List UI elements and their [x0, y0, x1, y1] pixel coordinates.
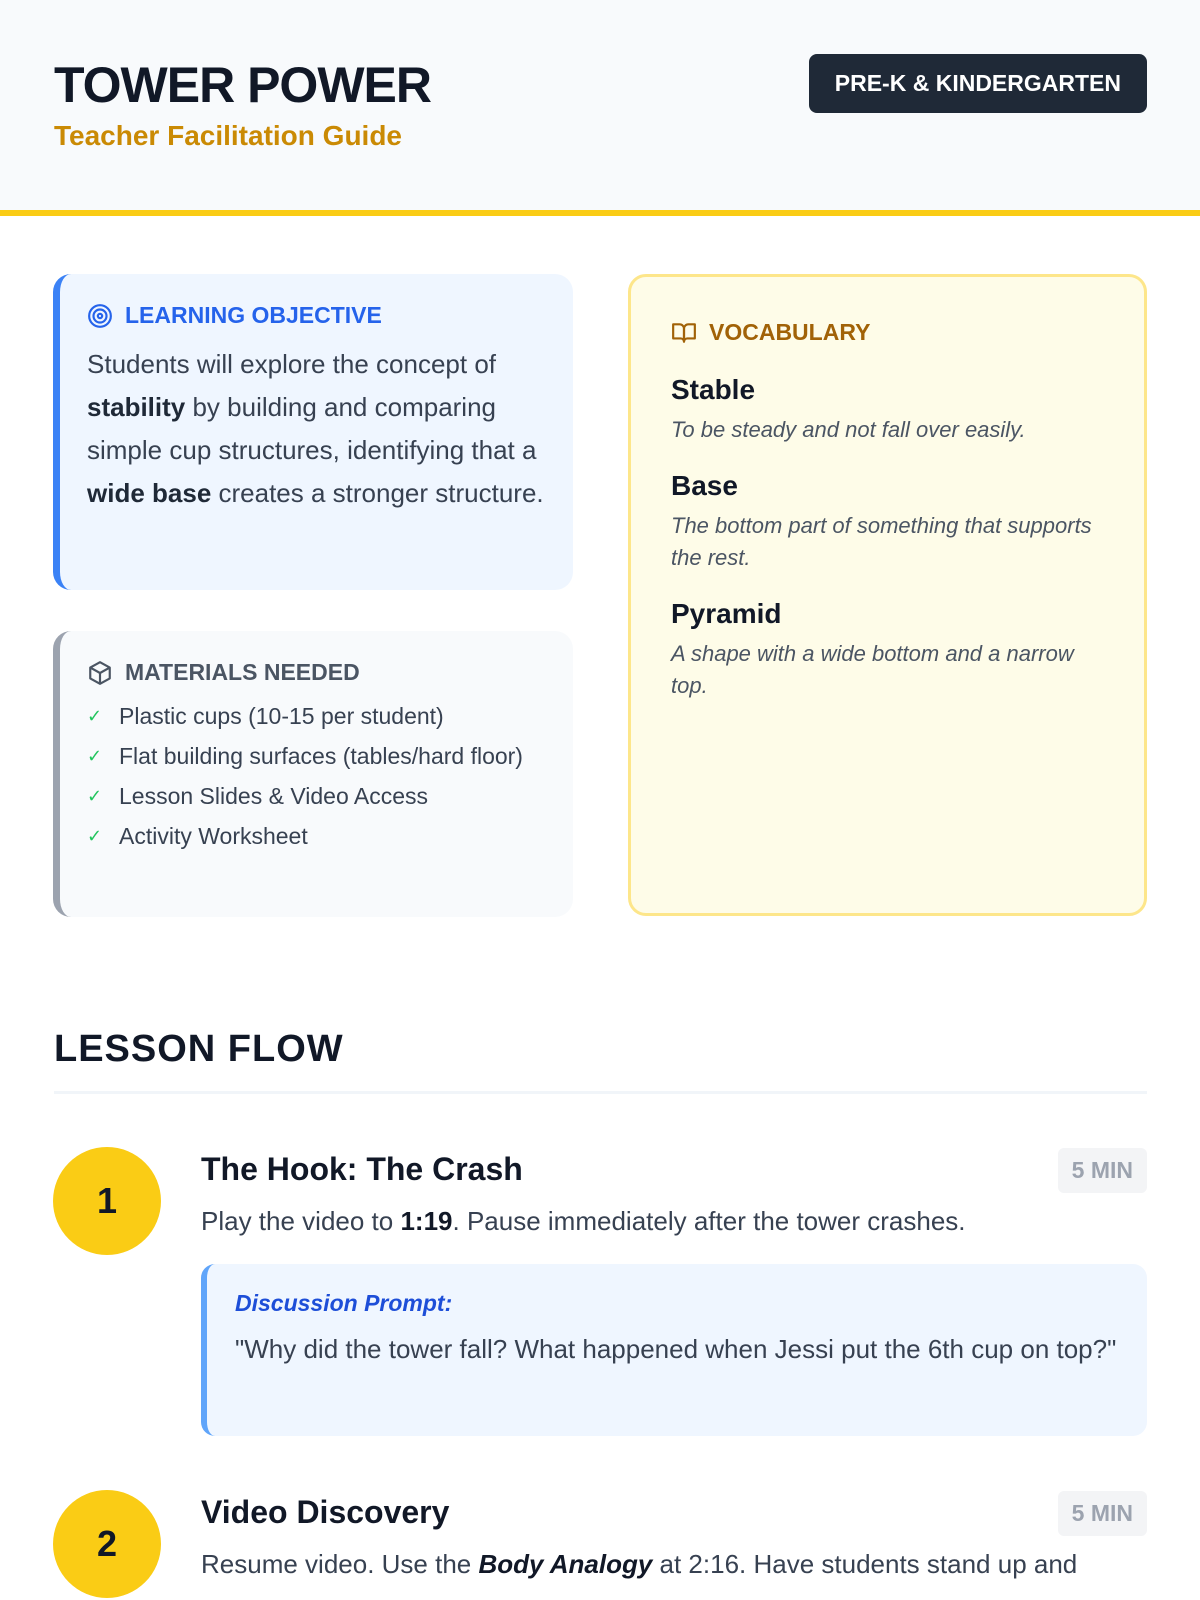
list-item: ✓ Activity Worksheet: [87, 820, 547, 852]
materials-card: [53, 631, 573, 917]
page-title: TOWER POWER: [54, 57, 431, 113]
vocabulary-card: [628, 274, 1147, 916]
list-item: ✓ Lesson Slides & Video Access: [87, 780, 547, 812]
vocab-term: Stable: [671, 374, 756, 405]
step-description: Play the video to 1:19. Pause immediately after the tower crashes.: [201, 1206, 966, 1236]
book-icon: [671, 320, 697, 346]
vocabulary-label: VOCABULARY: [709, 319, 871, 345]
page-subtitle: Teacher Facilitation Guide: [54, 120, 403, 151]
materials-heading: [87, 659, 547, 686]
divider: [54, 1091, 1147, 1094]
learning-objective-label: LEARNING OBJECTIVE: [125, 302, 382, 328]
box-icon: [87, 660, 113, 686]
vocab-term: Base: [671, 470, 738, 501]
step-number-badge: 2: [53, 1490, 161, 1598]
vocab-definition: To be steady and not fall over easily.: [671, 417, 1026, 442]
discussion-prompt-box: [201, 1264, 1147, 1436]
lesson-flow-heading: LESSON FLOW: [54, 1028, 344, 1070]
vocab-definition: A shape with a wide bottom and a narrow top.: [671, 641, 1074, 698]
list-item: ✓ Plastic cups (10-15 per student): [87, 700, 547, 732]
learning-objective-card: [53, 274, 573, 590]
learning-objective-text: Students will explore the concept of stability by building and comparing simple cup structures, identifying that a wide base creates a stronger structure.: [87, 349, 544, 508]
step-duration-badge: 5 MIN: [1058, 1148, 1147, 1193]
vocab-definition: The bottom part of something that supports the rest.: [671, 513, 1092, 570]
step-title: The Hook: The Crash: [201, 1151, 523, 1187]
learning-objective-heading: [87, 302, 547, 329]
check-icon: ✓: [87, 706, 103, 726]
header: [0, 0, 1200, 216]
step-duration-badge: 5 MIN: [1058, 1491, 1147, 1536]
materials-label: MATERIALS NEEDED: [125, 659, 360, 685]
check-icon: ✓: [87, 746, 103, 766]
list-item: ✓ Flat building surfaces (tables/hard floor): [87, 740, 547, 772]
vocabulary-heading: [671, 319, 1104, 346]
step-description: Resume video. Use the Body Analogy at 2:16. Have students stand up and: [201, 1549, 1078, 1579]
step-title: Video Discovery: [201, 1494, 450, 1530]
discussion-prompt-text: "Why did the tower fall? What happened when Jessi put the 6th cup on top?": [235, 1334, 1117, 1364]
target-icon: [87, 303, 113, 329]
vocab-term: Pyramid: [671, 598, 782, 629]
discussion-prompt-label: Discussion Prompt:: [235, 1290, 453, 1316]
step-number-badge: 1: [53, 1147, 161, 1255]
grade-badge: PRE-K & KINDERGARTEN: [809, 54, 1147, 113]
check-icon: ✓: [87, 786, 103, 806]
materials-list: [87, 700, 547, 852]
check-icon: ✓: [87, 826, 103, 846]
